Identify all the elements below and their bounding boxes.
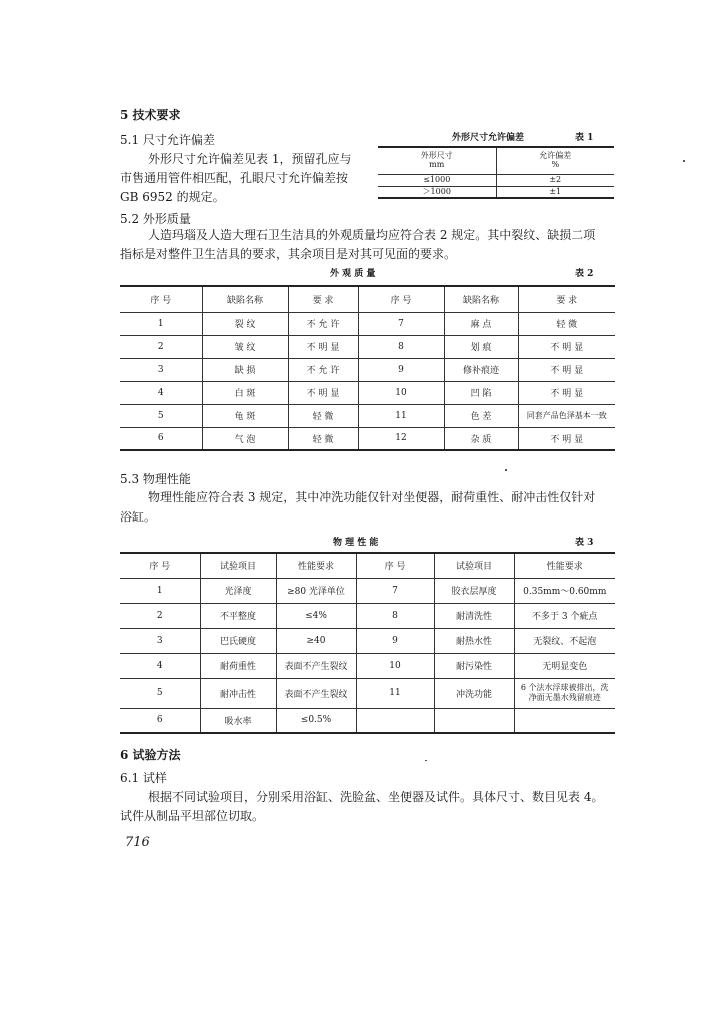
table-cell: ±1 <box>549 186 562 196</box>
table-cell: ≥40 <box>276 628 356 653</box>
table-cell: 6 <box>120 427 202 450</box>
table-1-caption: 外形尺寸允许偏差 <box>452 133 525 143</box>
table-3-caption: 物 理 性 能 <box>333 538 379 548</box>
table-header-cell: 缺陷名称 <box>202 286 288 312</box>
table-cell <box>514 708 615 733</box>
table-cell: 无裂纹、不起泡 <box>514 628 615 653</box>
table-3-label: 表 3 <box>575 538 594 548</box>
table-cell: 吸水率 <box>200 708 276 733</box>
table-cell: 4 <box>120 653 200 678</box>
table-cell: 轻 微 <box>288 427 358 450</box>
table-row <box>120 678 615 708</box>
table-cell: 3 <box>120 628 200 653</box>
table-cell: 1 <box>120 578 200 603</box>
table-cell: 9 <box>358 358 444 381</box>
section-5-2-line-2: 指标是对整件卫生洁具的要求，其余项目是对其可见面的要求。 <box>120 247 457 261</box>
header-text: 外形尺寸 <box>420 151 453 161</box>
section-5-3-title: 5.3 物理性能 <box>120 472 191 486</box>
table-cell: 耐荷重性 <box>200 653 276 678</box>
section-5-2-line-1: 人造玛瑙及人造大理石卫生洁具的外观质量均应符合表 2 规定。其中裂纹、缺损二项 <box>148 228 596 242</box>
scan-speck <box>683 160 685 162</box>
table-cell: 不多于 3 个疵点 <box>514 603 615 628</box>
section-6-1-line-2: 试件从制品平坦部位切取。 <box>120 809 265 823</box>
scan-speck <box>505 469 507 471</box>
table-cell: 不 允 许 <box>288 358 358 381</box>
table-cell: 光泽度 <box>200 578 276 603</box>
table-row <box>120 381 615 404</box>
table-cell: 缺 损 <box>202 358 288 381</box>
table-cell: 耐热水性 <box>434 628 514 653</box>
table-cell: ≤4% <box>276 603 356 628</box>
section-5-2-title: 5.2 外形质量 <box>120 212 191 226</box>
table-2 <box>120 285 615 451</box>
table-header-cell: 试验项目 <box>434 553 514 578</box>
table-1-header-tolerance <box>496 147 614 174</box>
table-3 <box>120 552 615 734</box>
table-header-cell: 试验项目 <box>200 553 276 578</box>
section-5-1-title: 5.1 尺寸允许偏差 <box>120 133 215 147</box>
table-header-cell: 序 号 <box>120 553 200 578</box>
table-header-row <box>120 286 615 312</box>
table-cell: 巴氏硬度 <box>200 628 276 653</box>
table-header-cell: 要 求 <box>288 286 358 312</box>
section-5-3-line-2: 浴缸。 <box>120 510 157 524</box>
table-cell: ≤0.5% <box>276 708 356 733</box>
table-row <box>120 578 615 603</box>
table-cell: 不 明 显 <box>518 427 615 450</box>
table-cell: 8 <box>358 335 444 358</box>
table-cell: 11 <box>356 678 434 708</box>
table-cell: 表面不产生裂纹 <box>276 678 356 708</box>
table-cell: 9 <box>356 628 434 653</box>
table-row <box>120 427 615 450</box>
table-cell: 气 泡 <box>202 427 288 450</box>
table-cell: 不 明 显 <box>288 335 358 358</box>
table-cell: 表面不产生裂纹 <box>276 653 356 678</box>
table-cell: 无明显变色 <box>514 653 615 678</box>
table-cell: 皱 纹 <box>202 335 288 358</box>
table-cell: 6 个法水浮球被排出，洗净面无墨水残留痕迹 <box>514 678 615 708</box>
table-cell: 耐清洗性 <box>434 603 514 628</box>
table-row <box>120 708 615 733</box>
table-cell <box>356 708 434 733</box>
table-cell: 3 <box>120 358 202 381</box>
table-cell: 不平整度 <box>200 603 276 628</box>
table-header-cell: 性能要求 <box>514 553 615 578</box>
section-6-1-line-1: 根据不同试验项目，分别采用浴缸、洗脸盆、坐便器及试件。具体尺寸、数目见表 4。 <box>148 790 604 804</box>
table-header-cell: 要 求 <box>518 286 615 312</box>
table-cell: 7 <box>356 578 434 603</box>
section-5-1-line-1: 外形尺寸允许偏差见表 1，预留孔应与 <box>148 152 352 166</box>
table-cell: 裂 纹 <box>202 312 288 335</box>
table-row <box>120 312 615 335</box>
table-cell: 冲洗功能 <box>434 678 514 708</box>
table-cell: 5 <box>120 678 200 708</box>
table-cell: ＞1000 <box>378 186 496 198</box>
table-cell: 7 <box>358 312 444 335</box>
table-cell: 5 <box>120 404 202 427</box>
table-row <box>120 358 615 381</box>
table-header-row <box>120 553 615 578</box>
header-unit: mm <box>429 159 445 169</box>
table-cell: 10 <box>358 381 444 404</box>
table-cell: 4 <box>120 381 202 404</box>
section-5-1-line-2: 市售通用管件相匹配，孔眼尺寸允许偏差按 <box>120 171 349 185</box>
table-cell: 胶衣层厚度 <box>434 578 514 603</box>
table-1-label: 表 1 <box>575 133 594 143</box>
table-cell: 色 差 <box>444 404 518 427</box>
table-header-cell: 序 号 <box>356 553 434 578</box>
table-cell: 麻 点 <box>444 312 518 335</box>
table-cell: 龟 斑 <box>202 404 288 427</box>
table-2-label: 表 2 <box>575 269 594 279</box>
table-cell: 轻 微 <box>518 312 615 335</box>
table-cell: 划 痕 <box>444 335 518 358</box>
section-5-3-line-1: 物理性能应符合表 3 规定，其中冲洗功能仅针对坐便器，耐荷重性、耐冲击性仅针对 <box>148 490 596 504</box>
table-cell: 不 明 显 <box>288 381 358 404</box>
table-cell: 白 斑 <box>202 381 288 404</box>
table-row <box>120 628 615 653</box>
table-cell: 11 <box>358 404 444 427</box>
table-cell: ±2 <box>549 174 562 184</box>
table-row <box>120 653 615 678</box>
table-2-caption: 外 观 质 量 <box>330 269 376 279</box>
table-row <box>378 186 614 198</box>
table-cell: 不 明 显 <box>518 381 615 404</box>
page-number: 716 <box>125 835 150 850</box>
table-cell: 不 明 显 <box>518 358 615 381</box>
table-header-cell: 缺陷名称 <box>444 286 518 312</box>
table-row <box>120 335 615 358</box>
table-cell: 轻 微 <box>288 404 358 427</box>
table-cell: 6 <box>120 708 200 733</box>
table-cell: 不 允 许 <box>288 312 358 335</box>
table-cell: 10 <box>356 653 434 678</box>
table-cell: 同套产品色泽基本一致 <box>518 404 615 427</box>
table-cell: ≤1000 <box>378 174 496 186</box>
scan-speck <box>425 760 427 761</box>
table-1-header-size <box>378 147 496 174</box>
table-cell: 杂 质 <box>444 427 518 450</box>
table-row <box>378 174 614 186</box>
table-cell: ≥80 光泽单位 <box>276 578 356 603</box>
header-text: 允许偏差 <box>539 151 572 161</box>
table-cell <box>434 708 514 733</box>
table-cell: 不 明 显 <box>518 335 615 358</box>
table-row <box>120 404 615 427</box>
table-row <box>120 603 615 628</box>
section-6-1-title: 6.1 试样 <box>120 771 167 785</box>
section-5-1-line-3: GB 6952 的规定。 <box>120 190 225 204</box>
table-cell: 12 <box>358 427 444 450</box>
table-header-cell: 性能要求 <box>276 553 356 578</box>
table-cell: 2 <box>120 603 200 628</box>
table-cell: 修补痕迹 <box>444 358 518 381</box>
table-cell: 耐污染性 <box>434 653 514 678</box>
table-cell: 8 <box>356 603 434 628</box>
section-5-heading: 5 技术要求 <box>120 108 181 122</box>
table-cell: 耐冲击性 <box>200 678 276 708</box>
table-cell: 1 <box>120 312 202 335</box>
table-header-cell: 序 号 <box>120 286 202 312</box>
table-1 <box>378 146 614 199</box>
table-cell: 2 <box>120 335 202 358</box>
section-6-heading: 6 试验方法 <box>120 748 181 762</box>
header-unit: % <box>551 159 560 169</box>
table-cell: 凹 陷 <box>444 381 518 404</box>
table-header-cell: 序 号 <box>358 286 444 312</box>
table-cell: 0.35mm～0.60mm <box>514 578 615 603</box>
